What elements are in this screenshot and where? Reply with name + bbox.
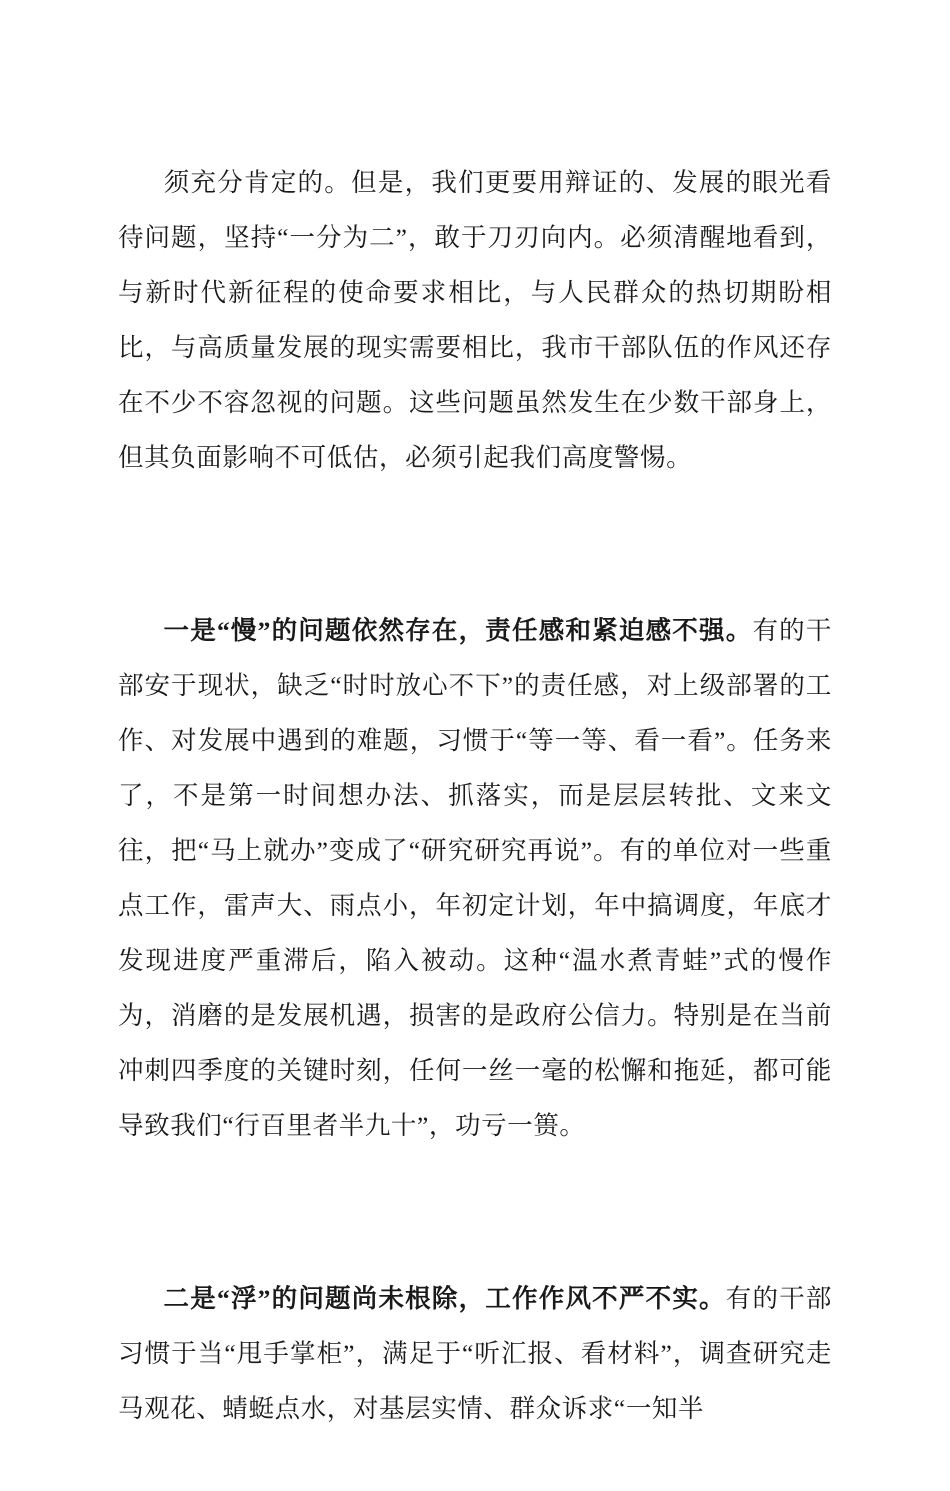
paragraph-3-text: 有的干部习惯于当“甩手掌柜”，满足于“听汇报、看材料”，调查研究走马观花、蜻蜓点水，对基层实情、群众诉求“一知半 [118, 1284, 833, 1423]
paragraph-1-text: 须充分肯定的。但是，我们更要用辩证的、发展的眼光看待问题，坚持“一分为二”，敢于刀刃向内。必须清醒地看到，与新时代新征程的使命要求相比，与人民群众的热切期盼相比，与高质量发展的现实需要相比，我市干部队伍的作风还存在不少不容忽视的问题。这些问题虽然发生在少数干部身上，但其负面影响不可低估，必须引起我们高度警惕。 [118, 168, 832, 472]
paragraph-3-lead: 二是“浮”的问题尚未根除，工作作风不严不实。 [163, 1284, 726, 1313]
document-body [118, 100, 832, 1491]
paragraph-2-lead: 一是“慢”的问题依然存在，责任感和紧迫感不强。 [163, 616, 753, 645]
paragraph-3 [118, 1216, 832, 1491]
paragraph-1 [118, 100, 832, 540]
paragraph-2 [118, 548, 832, 1208]
paragraph-2-text: 有的干部安于现状，缺乏“时时放心不下”的责任感，对上级部署的工作、对发展中遇到的难题，习惯于“等一等、看一看”。任务来了，不是第一时间想办法、抓落实，而是层层转批、文来文往，把“马上就办”变成了“研究研究再说”。有的单位对一些重点工作，雷声大、雨点小，年初定计划，年中搞调度，年底才发现进度严重滞后，陷入被动。这种“温水煮青蛙”式的慢作为，消磨的是发展机遇，损害的是政府公信力。特别是在当前冲刺四季度的关键时刻，任何一丝一毫的松懈和拖延，都可能导致我们“行百里者半九十”，功亏一篑。 [118, 616, 832, 1140]
